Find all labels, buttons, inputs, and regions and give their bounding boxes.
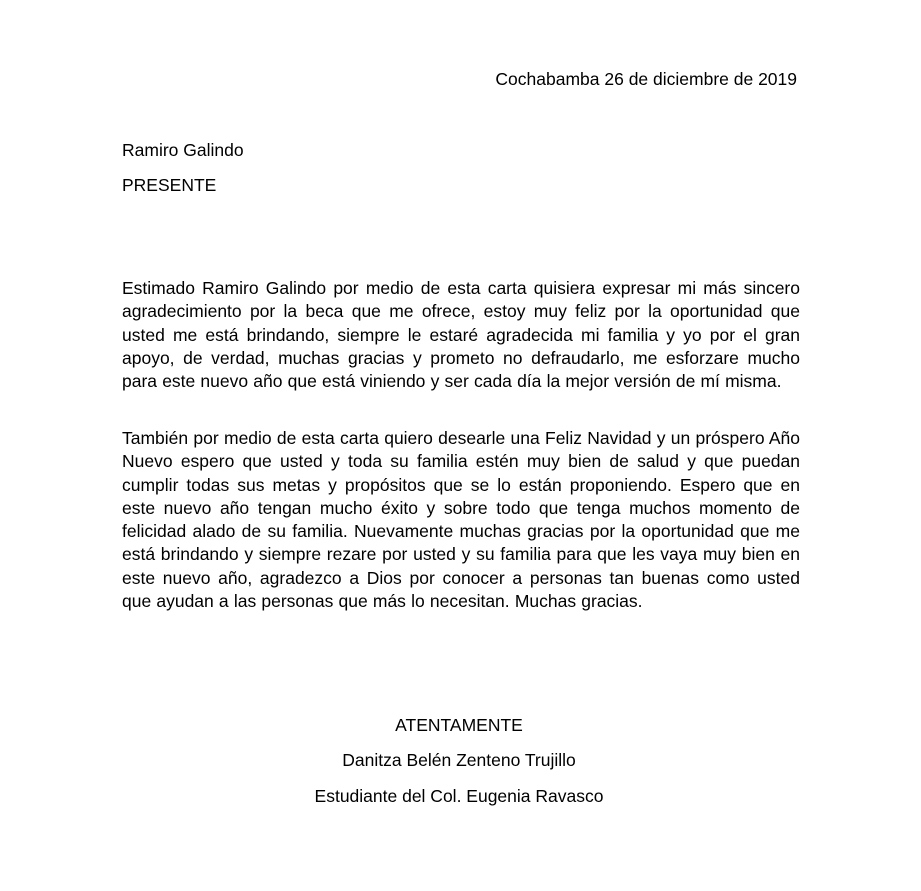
signer-name: Danitza Belén Zenteno Trujillo <box>342 750 576 770</box>
body-paragraph: También por medio de esta carta quiero desearle una Feliz Navidad y un próspero Año Nuevo espero que usted y toda su familia estén muy bien de salud y que puedan cumplir todas sus metas y propósitos que se lo están proponiendo. Espero que en este nuevo año tengan mucho éxito y sobre todo que tenga muchos momento de felicidad alado de su familia. Nuevamente muchas gracias por la oportunidad que me está brindando y siempre rezare por usted y su familia para que les vaya muy bien en este nuevo año, agradezco a Dios por conocer a personas tan buenas como usted que ayudan a las personas que más lo necesitan. Muchas gracias. <box>122 428 800 612</box>
body-paragraph: Estimado Ramiro Galindo por medio de esta carta quisiera expresar mi más sincero agradecimiento por la beca que me ofrece, estoy muy feliz por la oportunidad que usted me está brindando, siempre le estaré agradecida mi familia y yo por el gran apoyo, de verdad, muchas gracias y prometo no defraudarlo, me esforzare mucho para este nuevo año que está viniendo y ser cada día la mejor versión de mí misma. <box>122 278 800 392</box>
letter-date: Cochabamba 26 de diciembre de 2019 <box>495 69 797 89</box>
recipient-name: Ramiro Galindo <box>122 140 244 160</box>
presente-heading: PRESENTE <box>122 175 217 195</box>
closing-salutation: ATENTAMENTE <box>395 715 523 735</box>
signer-title: Estudiante del Col. Eugenia Ravasco <box>314 786 604 806</box>
